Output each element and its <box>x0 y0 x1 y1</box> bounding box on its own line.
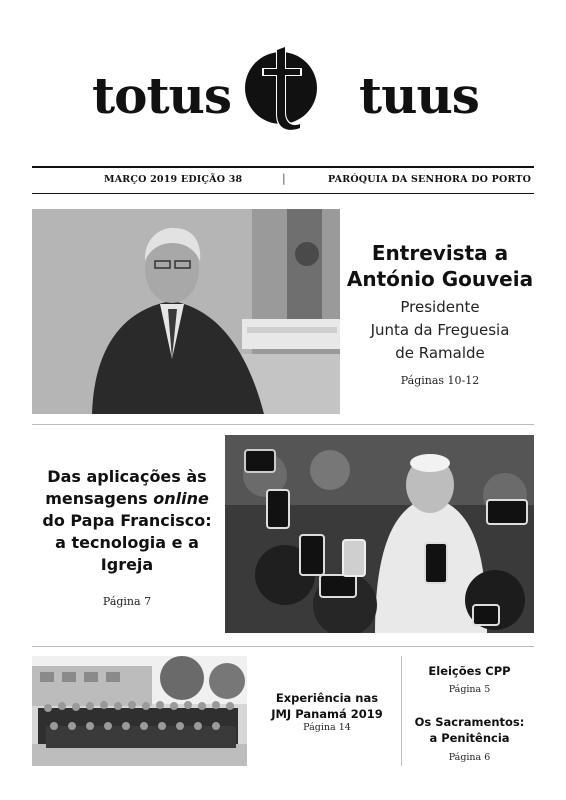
pope-crowd-photo <box>225 435 534 633</box>
sacraments-story-title[interactable] <box>405 714 534 746</box>
pope-title-line2: mensagens online <box>45 489 209 508</box>
lead-subtitle-line2: Junta da Freguesia <box>370 321 510 339</box>
masthead-title-left: totus <box>92 66 232 125</box>
pope-title-line4: a tecnologia e a <box>55 533 199 552</box>
masthead-title-right: tuus <box>359 66 479 125</box>
sacraments-title-line1: Os Sacramentos: <box>414 715 525 729</box>
lead-title-line2: António Gouveia <box>346 267 534 291</box>
cpp-elections-title[interactable]: Eleições CPP <box>428 664 511 678</box>
lead-subtitle-line3: de Ramalde <box>395 344 485 362</box>
lead-title-line1: Entrevista a <box>371 241 509 265</box>
jmj-story-pages: Página 14 <box>303 722 351 733</box>
online-emphasis: online <box>153 489 209 508</box>
sacraments-title-line2: a Penitência <box>429 731 510 745</box>
lead-subtitle-line1: Presidente <box>400 298 480 316</box>
pope-story-pages: Página 7 <box>102 595 152 608</box>
cpp-elections-pages: Página 5 <box>448 684 491 695</box>
issue-date: MARÇO 2019 EDIÇÃO 38 <box>104 174 243 185</box>
issue-info-bar <box>32 168 534 194</box>
pope-title-line3: do Papa Francisco: <box>42 511 212 530</box>
section-divider-2 <box>32 646 534 647</box>
jmj-title-line1: Experiência nas <box>275 691 379 705</box>
parish-name: PARÓQUIA DA SENHORA DO PORTO <box>328 174 532 185</box>
lead-story-pages: Páginas 10-12 <box>400 374 480 387</box>
pope-title-line5: Igreja <box>100 555 154 574</box>
pope-story-title[interactable] <box>28 466 226 576</box>
lead-story-subtitle <box>346 296 534 365</box>
jmj-title-line2: JMJ Panamá 2019 <box>271 707 383 721</box>
jmj-group-photo <box>32 656 247 766</box>
lead-story-title[interactable] <box>346 240 534 292</box>
masthead <box>0 38 566 143</box>
interview-photo <box>32 209 340 414</box>
pope-title-line1: Das aplicações às <box>47 467 207 486</box>
masthead-logo <box>240 38 322 138</box>
section-divider-1 <box>32 424 534 425</box>
info-separator: | <box>282 172 286 185</box>
jmj-story-title[interactable] <box>262 690 392 722</box>
bottom-vertical-divider <box>401 656 402 766</box>
bottom-rule <box>32 193 534 194</box>
sacraments-story-pages: Página 6 <box>448 752 491 763</box>
